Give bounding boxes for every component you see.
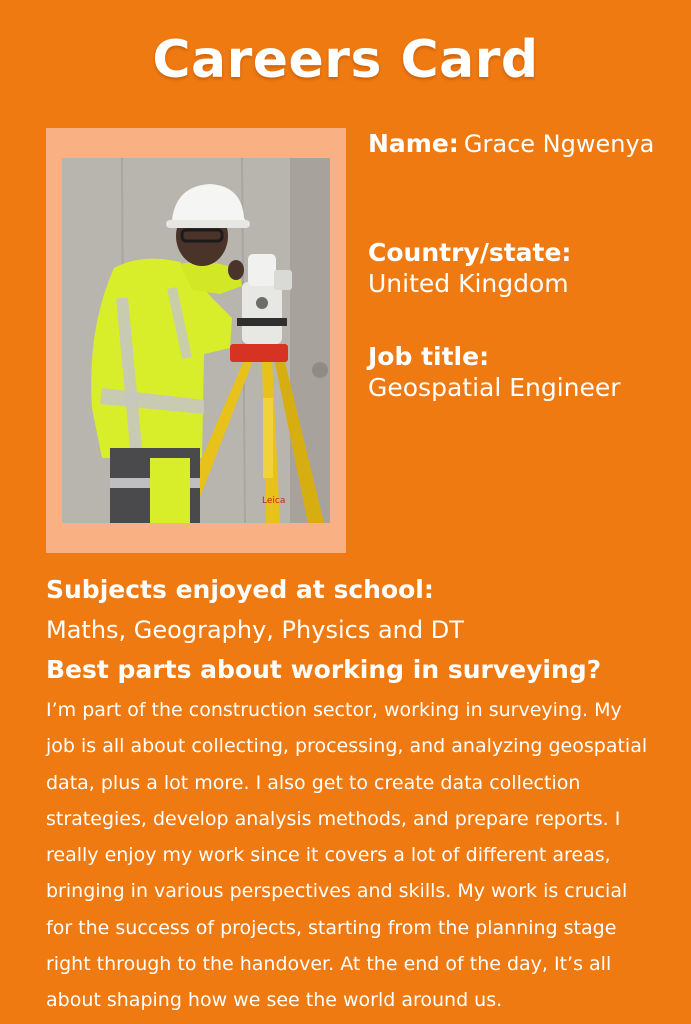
job-title-label: Job title: [368,342,490,371]
description-line: data, plus a lot more. I also get to create data collection [46,771,581,794]
country-value: United Kingdom [368,269,569,298]
best-parts-label: Best parts about working in surveying? [46,655,602,684]
description-line: bringing in various perspectives and skills. My work is crucial [46,880,628,903]
profile-photo [62,158,330,523]
description-line: about shaping how we see the world around us. [46,989,503,1012]
description-line: job is all about collecting, processing, and analyzing geospatial [46,735,648,758]
name-value: Grace Ngwenya [463,130,655,158]
description-line: for the success of projects, starting from the planning stage [46,916,617,939]
job-row [368,342,678,404]
country-label: Country/state: [368,238,572,267]
page-title: Careers Card [152,30,539,90]
description-line: really enjoy my work since it covers a lot of different areas, [46,844,611,867]
name-label: Name: [368,129,459,158]
job-title-value: Geospatial Engineer [368,373,621,402]
svg-text:Leica: Leica [262,496,286,506]
description-line: strategies, develop analysis methods, and prepare reports. I [46,807,621,830]
description-line: I’m part of the construction sector, working in surveying. My [46,699,622,721]
description-line: right through to the handover. At the end of the day, It’s all [46,953,612,976]
name-row [368,128,678,160]
country-row [368,238,678,300]
subjects-value: Maths, Geography, Physics and DT [46,616,464,644]
photo-frame [46,128,346,553]
subjects-label: Subjects enjoyed at school: [46,575,434,604]
best-parts-description [46,692,656,1019]
